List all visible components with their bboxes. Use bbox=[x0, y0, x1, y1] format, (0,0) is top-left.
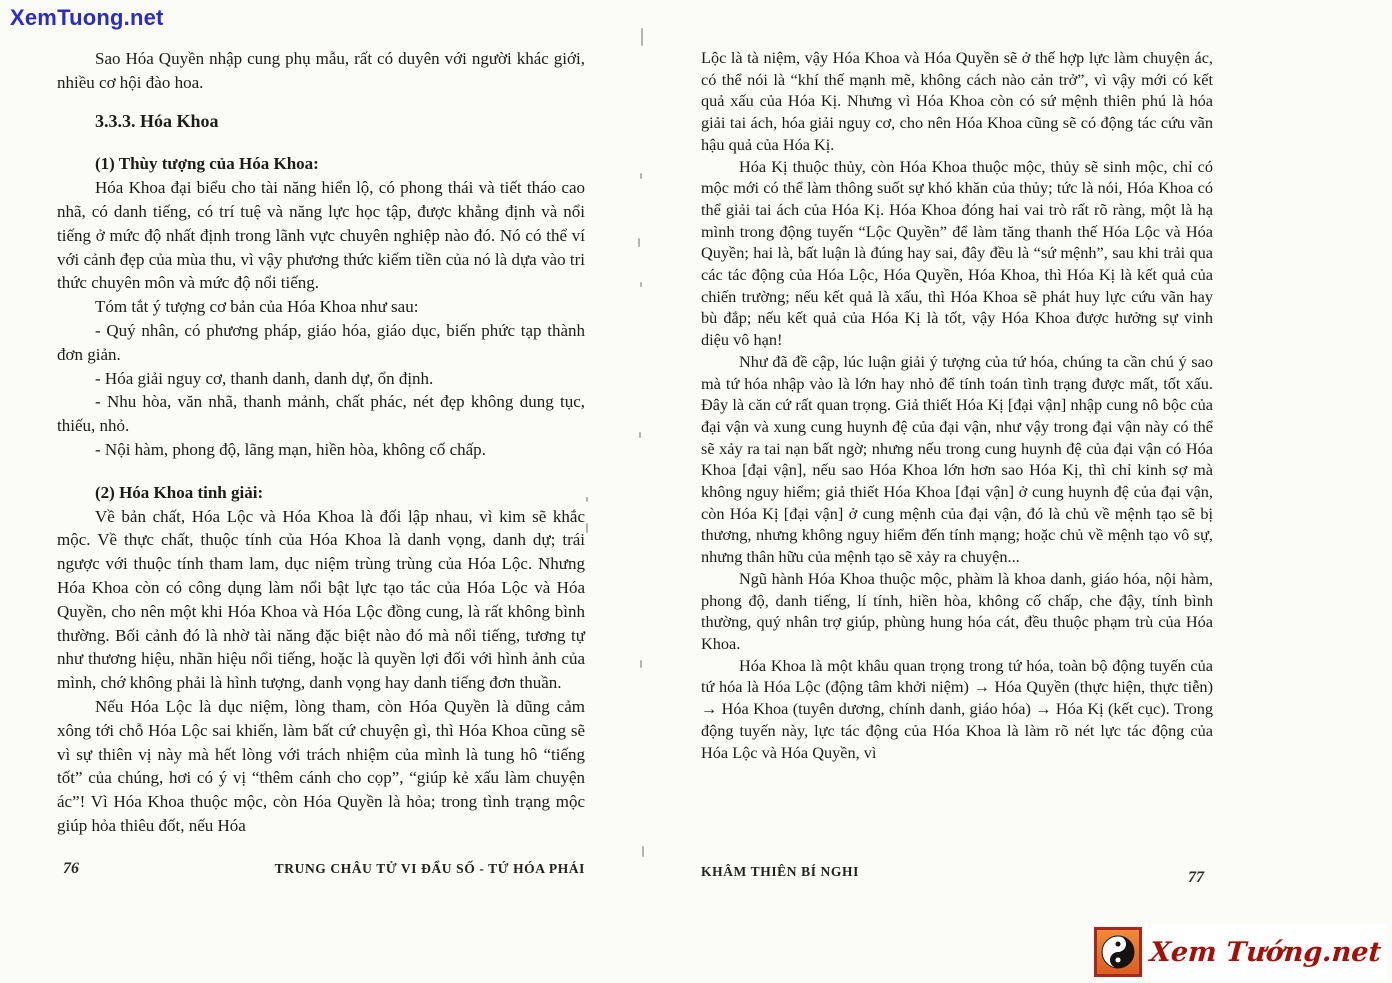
running-title-left: TRUNG CHÂU TỬ VI ĐẨU SỐ - TỨ HÓA PHÁI bbox=[274, 861, 585, 876]
yin-yang-icon bbox=[1094, 927, 1142, 977]
paragraph: Nếu Hóa Lộc là dục niệm, lòng tham, còn Hóa Quyền là dũng cảm xông tới chỗ Hóa Lộc sai khiến, làm bất cứ chuyện gì, thì Hóa Khoa cũng sẽ vì sự thiên vị này mà hết lòng với trách nhiệm của mình là tung hô “tiếng tốt” của chúng, hơi có ý vị “thêm cánh cho cọp”, “giúp kẻ xấu làm chuyện ác”! Vì Hóa Khoa thuộc mộc, còn Hóa Quyền là hỏa; trong tình trạng mộc giúp hỏa thiêu đốt, nếu Hóa bbox=[57, 696, 585, 835]
section-heading: 3.3.3. Hóa Khoa bbox=[95, 110, 219, 131]
right-page bbox=[701, 47, 1213, 763]
page-number-right: 77 bbox=[1188, 869, 1204, 886]
list-item: - Quý nhân, có phương pháp, giáo hóa, giáo dục, biến phức tạp thành đơn giản. bbox=[57, 320, 585, 364]
paragraph: Hóa Kị thuộc thủy, còn Hóa Khoa thuộc mộc, thủy sẽ sinh mộc, chỉ có mộc mới có thể làm thông suốt sự khó khăn của thủy; tức là nói, Hóa Khoa có thể giải tai ách của Hóa Kị. Hóa Khoa đóng hai vai trò rất rõ ràng, một là hạ mình trong động tuyến “Lộc Quyền” để làm tăng thanh thế Hóa Lộc và Hóa Quyền; hai là, bất luận là đúng hay sai, đây đều là “sứ mệnh”, sau khi trải qua các tác động của Hóa Lộc, Hóa Quyền, Hóa Khoa, thì Hóa Kị là kết quả của chiến trường; nếu kết quả là xấu, thì Hóa Khoa sẽ phát huy lực cứu vãn hay bù đắp; nếu kết quả của Hóa Kị là tốt, vậy Hóa Khoa được hưởng sự vinh diệu vô hạn! bbox=[701, 156, 1213, 350]
list-item: - Hóa giải nguy cơ, thanh danh, danh dự, ổn định. bbox=[95, 368, 434, 388]
paragraph: Về bản chất, Hóa Lộc và Hóa Khoa là đối lập nhau, vì kim sẽ khắc mộc. Về thực chất, thuộc tính của Hóa Khoa là danh vọng, danh dự; trái ngược với thuộc tính tham lam, dục niệm trùng trùng của Hóa Lộc. Nhưng Hóa Khoa còn có công dụng làm nổi bật lực tạo tác của Hóa Lộc và Hóa Quyền, cho nên một khi Hóa Khoa và Hóa Lộc đồng cung, là rất không bình thường. Bối cảnh đó là nhờ tài năng đặc biệt nào đó mà nổi tiếng, tương tự như thương hiệu, nhãn hiệu nổi tiếng, hoặc là quyền lợi đối với hình ảnh của mình, chớ không phải là hình tượng, danh vọng hay danh tiếng đơn thuần. bbox=[57, 506, 585, 693]
paragraph: Như đã đề cập, lúc luận giải ý tượng của tứ hóa, chúng ta cần chú ý sao mà tứ hóa nhập vào là lớn hay nhỏ để tính toán tình trạng được mất, tốt xấu. Đây là căn cứ rất quan trọng. Giả thiết Hóa Kị [đại vận] nhập cung nô bộc của đại vận và xung cung huynh đệ của đại vận, như vậy trong đại vận này có thể sẽ xảy ra tai nạn bất ngờ; nhưng nếu trong cung huynh đệ của đại vận có Hóa Khoa [đại vận], nếu sao Hóa Khoa lớn hơn sao Hóa Kị, thì chỉ kinh sợ mà không nguy hiểm; giả thiết Hóa Khoa [đại vận] ở cung huynh đệ của đại vận, còn Hóa Kị [đại vận] ở cung mệnh của đại vận, đó là chủ về mệnh tạo sẽ bị thương, nhưng không nguy hiểm đến tính mạng; hoặc chủ về mệnh tạo vô sự, nhưng thân hữu của mệnh tạo sẽ xảy ra chuyện... bbox=[701, 351, 1213, 567]
left-page bbox=[57, 47, 585, 838]
paragraph: Tóm tắt ý tượng cơ bản của Hóa Khoa như sau: bbox=[95, 297, 419, 317]
gutter-artifact bbox=[638, 238, 640, 247]
gutter-artifact bbox=[639, 432, 641, 438]
gutter-artifact bbox=[641, 28, 643, 46]
running-title-right: KHÂM THIÊN BÍ NGHI bbox=[701, 864, 859, 879]
gutter-artifact bbox=[642, 846, 644, 857]
list-item: - Nhu hòa, văn nhã, thanh mảnh, chất phác, nét đẹp không dung tục, thiếu, nhỏ. bbox=[57, 392, 585, 436]
gutter-artifact bbox=[586, 497, 588, 502]
paragraph: Hóa Khoa đại biểu cho tài năng hiển lộ, có phong thái và tiết tháo cao nhã, có danh tiếng, có trí tuệ và năng lực học tập, được khẳng định và nổi tiếng ở mức độ nhất định trong lãnh vực chuyên nghiệp nào đó. Nó có thể ví với cảnh đẹp của mùa thu, vì vậy phương thức kiếm tiền của nó là dựa vào tri thức chuyên môn và mức độ nổi tiếng. bbox=[57, 178, 585, 293]
gutter-artifact bbox=[640, 173, 642, 179]
site-logo bbox=[1091, 924, 1387, 980]
gutter-artifact bbox=[640, 282, 642, 287]
paragraph: Sao Hóa Quyền nhập cung phụ mẫu, rất có duyên với người khác giới, nhiều cơ hội đào hoa. bbox=[57, 49, 585, 92]
paragraph: Hóa Khoa là một khâu quan trọng trong tứ hóa, toàn bộ động tuyến của tứ hóa là Hóa Lộc (động tâm khởi niệm) → Hóa Quyền (thực hiện, thực tiễn) → Hóa Khoa (tuyên dương, chính danh, giáo hóa) → Hóa Kị (kết cục). Trong động tuyến này, lực tác động của Hóa Khoa là làm rõ nét lực tác động của Hóa Lộc và Hóa Quyền, vì bbox=[701, 655, 1213, 762]
subsection-heading: (1) Thùy tượng của Hóa Khoa: bbox=[95, 154, 319, 174]
paragraph: Ngũ hành Hóa Khoa thuộc mộc, phàm là khoa danh, giáo hóa, nội hàm, phong độ, danh tiếng, lí tính, hiền hòa, không cố chấp, che đậy, tính bình thường, quý nhân trợ giúp, phùng hung hóa cát, đều thuộc phạm trù của Hóa Khoa. bbox=[701, 568, 1213, 653]
subsection-heading: (2) Hóa Khoa tinh giải: bbox=[95, 482, 264, 502]
gutter-artifact bbox=[586, 523, 588, 533]
site-watermark: XemTuong.net bbox=[10, 5, 164, 30]
gutter-artifact bbox=[640, 660, 642, 668]
page-number-left: 76 bbox=[63, 860, 79, 877]
site-logo-text: Xem Tướng.net bbox=[1148, 936, 1383, 968]
paragraph: Lộc là tà niệm, vậy Hóa Khoa và Hóa Quyền sẽ ở thế hợp lực làm chuyện ác, có thể nói là “khí thế mạnh mẽ, không cách nào cản trở”, vì vậy mới có kết quả xấu của Hóa Kị. Nhưng vì Hóa Khoa còn có sứ mệnh thiên phú là hóa giải tai ách, hóa giải nguy cơ, cho nên Hóa Khoa cũng sẽ có động tác cứu vãn hậu quả của Hóa Kị. bbox=[701, 48, 1213, 154]
list-item: - Nội hàm, phong độ, lãng mạn, hiền hòa, không cố chấp. bbox=[95, 439, 486, 459]
